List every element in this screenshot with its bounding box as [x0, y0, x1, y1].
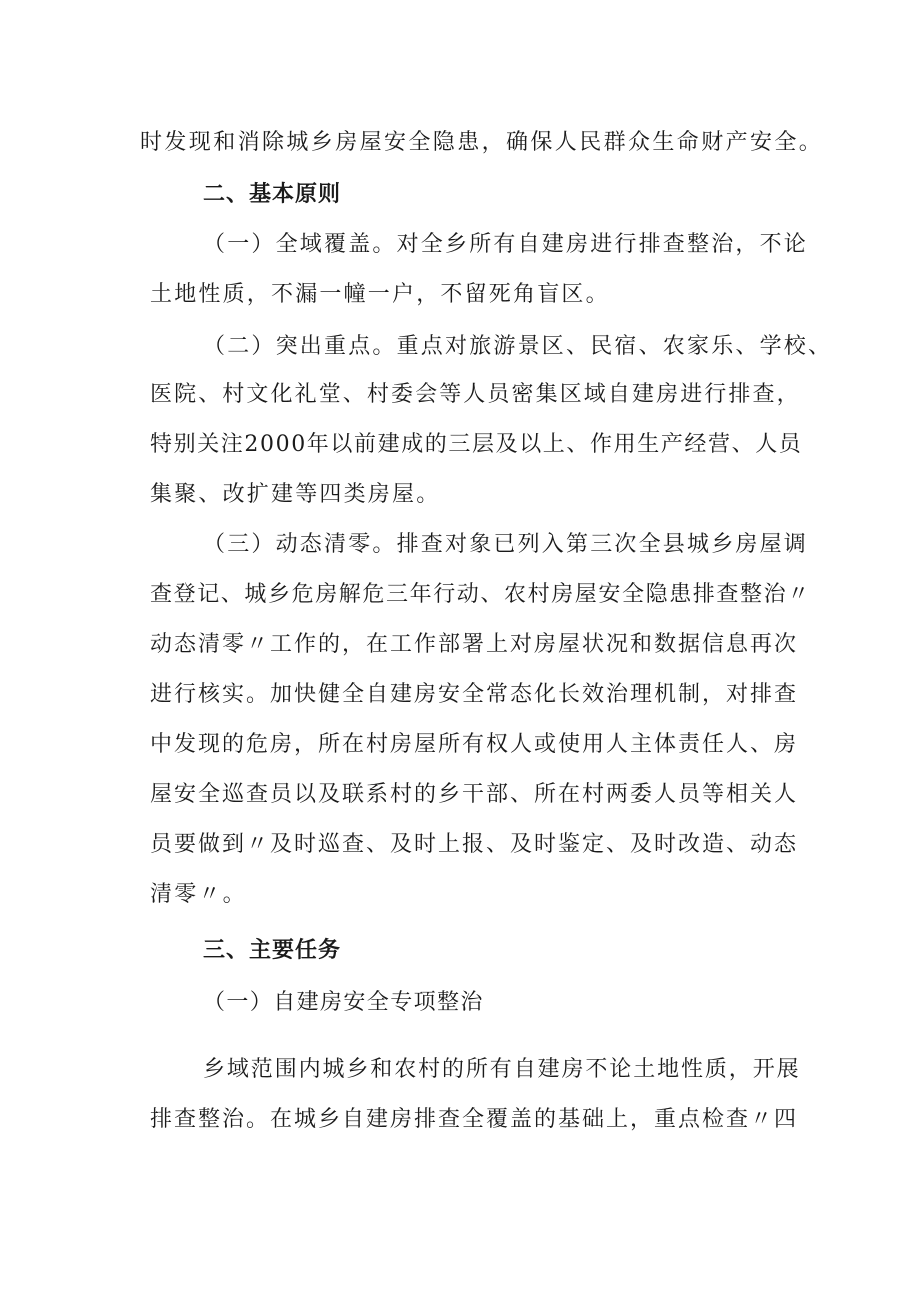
- section-heading: 三、主要任务: [203, 938, 342, 963]
- section-heading: 二、基本原则: [203, 182, 342, 207]
- body-line: 时发现和消除城乡房屋安全隐患，确保人民群众生命财产安全。: [140, 130, 824, 155]
- body-line: 集聚、改扩建等四类房屋。: [150, 482, 441, 507]
- body-line: 员要做到〃及时巡查、及时上报、及时鉴定、及时改造、动态: [150, 832, 799, 857]
- sub-heading: （一）自建房安全专项整治: [203, 990, 484, 1015]
- body-line: 中发现的危房，所在村房屋所有权人或使用人主体责任人、房: [150, 732, 799, 757]
- body-line: 土地性质，不漏一幢一户，不留死角盲区。: [150, 282, 610, 307]
- body-line: 进行核实。加快健全自建房安全常态化长效治理机制，对排查: [150, 682, 799, 707]
- body-line: （二）突出重点。重点对旅游景区、民宿、农家乐、学校、: [203, 334, 833, 359]
- body-line: 特别关注2000年以前建成的三层及以上、作用生产经营、人员: [150, 432, 803, 457]
- body-line: 屋安全巡查员以及联系村的乡干部、所在村两委人员等相关人: [150, 782, 799, 807]
- body-line: （三）动态清零。排查对象已列入第三次全县城乡房屋调: [203, 532, 809, 557]
- body-line: （一）全域覆盖。对全乡所有自建房进行排查整治，不论: [203, 232, 809, 257]
- body-line: 医院、村文化礼堂、村委会等人员密集区域自建房进行排查，: [150, 382, 801, 407]
- body-line: 清零〃。: [150, 882, 247, 907]
- body-line: 查登记、城乡危房解危三年行动、农村房屋安全隐患排查整治〃: [150, 582, 811, 607]
- body-line: 动态清零〃工作的，在工作部署上对房屋状况和数据信息再次: [150, 632, 799, 657]
- body-line: 乡域范围内城乡和农村的所有自建房不论土地性质，开展: [203, 1057, 801, 1082]
- body-line: 排查整治。在城乡自建房排查全覆盖的基础上，重点检查〃四: [150, 1107, 799, 1132]
